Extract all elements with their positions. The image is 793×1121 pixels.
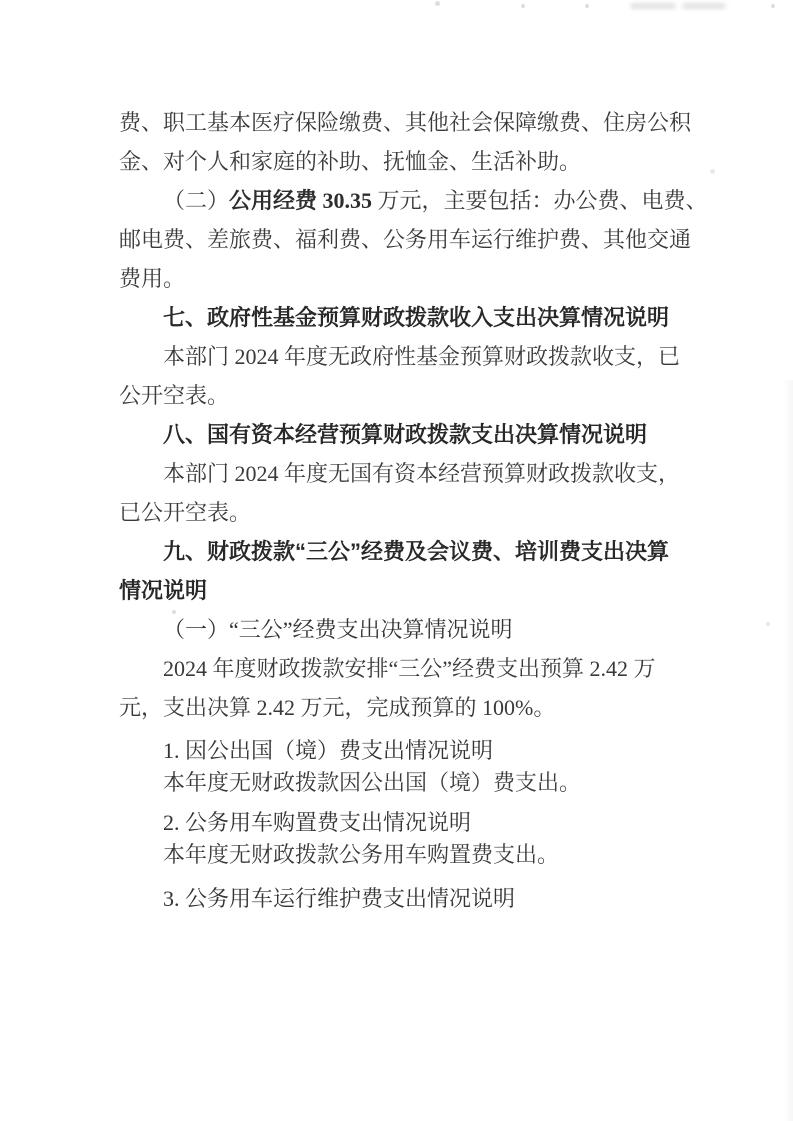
para-public-expense-line3: 费用。 [119, 266, 186, 291]
item-abroad-title: 1. 因公出国（境）费支出情况说明 [163, 738, 494, 763]
scan-smudge [682, 3, 726, 9]
scan-speck [766, 622, 770, 626]
para-state-capital: 本部门 2024 年度无国有资本经营预算财政拨款收支， 已公开空表。 [119, 461, 681, 525]
para-public-expense-rest: 万元，主要包括：办公费、电费、 [372, 188, 708, 213]
item-abroad-body: 本年度无财政拨款因公出国（境）费支出。 [163, 770, 582, 795]
subheading-three-public: （一）“三公”经费支出决算情况说明 [163, 617, 513, 642]
heading-three-public-section: 九、财政拨款“三公”经费及会议费、培训费支出决算 情况说明 [119, 539, 670, 603]
para-public-expense-line2: 邮电费、差旅费、福利费、公务用车运行维护费、其他交通 [119, 227, 692, 252]
heading-gov-fund-section: 七、政府性基金预算财政拨款收入支出决算情况说明 [163, 305, 670, 330]
item-vehicle-purchase-title: 2. 公务用车购置费支出情况说明 [163, 810, 472, 835]
heading-state-capital-section: 八、国有资本经营预算财政拨款支出决算情况说明 [163, 422, 648, 447]
para-three-public: 2024 年度财政拨款安排“三公”经费支出预算 2.42 万 元，支出决算 2.42 万元，完成预算的 100%。 [119, 656, 656, 720]
scan-speck [710, 169, 715, 174]
para-public-expense [119, 181, 708, 298]
para-public-expense-line1 [119, 181, 708, 220]
item-vehicle-purchase-body: 本年度无财政拨款公务用车购置费支出。 [163, 842, 560, 867]
document-body [119, 103, 708, 915]
para-gov-fund: 本部门 2024 年度无政府性基金预算财政拨款收支，已 公开空表。 [119, 344, 681, 408]
scan-speck [585, 4, 589, 8]
scan-edge-shadow [783, 380, 793, 1121]
scan-speck [521, 4, 525, 8]
scan-speck [435, 1, 440, 6]
scan-smudge [630, 3, 676, 9]
para-public-expense-prefix: （二） [163, 188, 230, 213]
scan-speck [771, 4, 775, 8]
public-expense-amount: 公用经费 30.35 [229, 188, 373, 213]
item-vehicle-maintenance-title: 3. 公务用车运行维护费支出情况说明 [163, 886, 516, 911]
three-public-items [119, 735, 693, 915]
para-social-insurance: 费、职工基本医疗保险缴费、其他社会保障缴费、住房公积 金、对个人和家庭的补助、抚恤金、生活补助。 [119, 110, 692, 174]
